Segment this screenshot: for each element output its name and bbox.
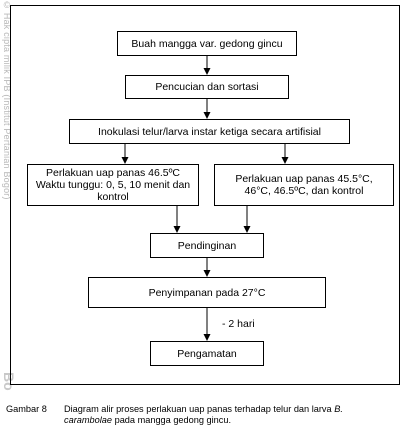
caption-label: Gambar 8	[6, 404, 47, 414]
caption-genus-abbrev: B.	[334, 404, 343, 414]
step-heat-treatment-temperatures	[214, 164, 394, 206]
left-branch-line-2: Waktu tunggu: 0, 5, 10 menit dan	[35, 179, 191, 191]
step-observation: Pengamatan	[150, 341, 264, 366]
step-fruit-selection: Buah mangga var. gedong gincu	[117, 31, 297, 56]
caption-species: carambolae	[64, 415, 113, 425]
watermark-fragment: Bo	[1, 372, 17, 391]
caption-text: Diagram alir proses perlakuan uap panas terhadap telur dan larva	[64, 404, 332, 414]
interval-note: - 2 hari	[222, 318, 255, 330]
step-cooling: Pendinginan	[150, 233, 264, 258]
caption-text-end: pada mangga gedong gincu.	[114, 415, 232, 425]
left-branch-line-1: Perlakuan uap panas 46.5ºC	[45, 167, 180, 179]
step-storage: Penyimpanan pada 27°C	[88, 277, 326, 308]
right-branch-line-1: Perlakuan uap panas 45.5°C,	[235, 173, 373, 185]
copyright-watermark: © Hak cipta milik IPB (Institut Pertanian Bogor)	[2, 0, 12, 200]
right-branch-line-2: 46°C, 46.5ºC, dan kontrol	[244, 185, 364, 197]
step-inoculation: Inokulasi telur/larva instar ketiga secara artifisial	[69, 119, 350, 144]
step-washing-sorting: Pencucian dan sortasi	[125, 75, 289, 99]
figure-caption	[6, 404, 401, 426]
step-heat-treatment-waiting-time	[27, 164, 199, 206]
left-branch-line-3: kontrol	[97, 191, 129, 203]
